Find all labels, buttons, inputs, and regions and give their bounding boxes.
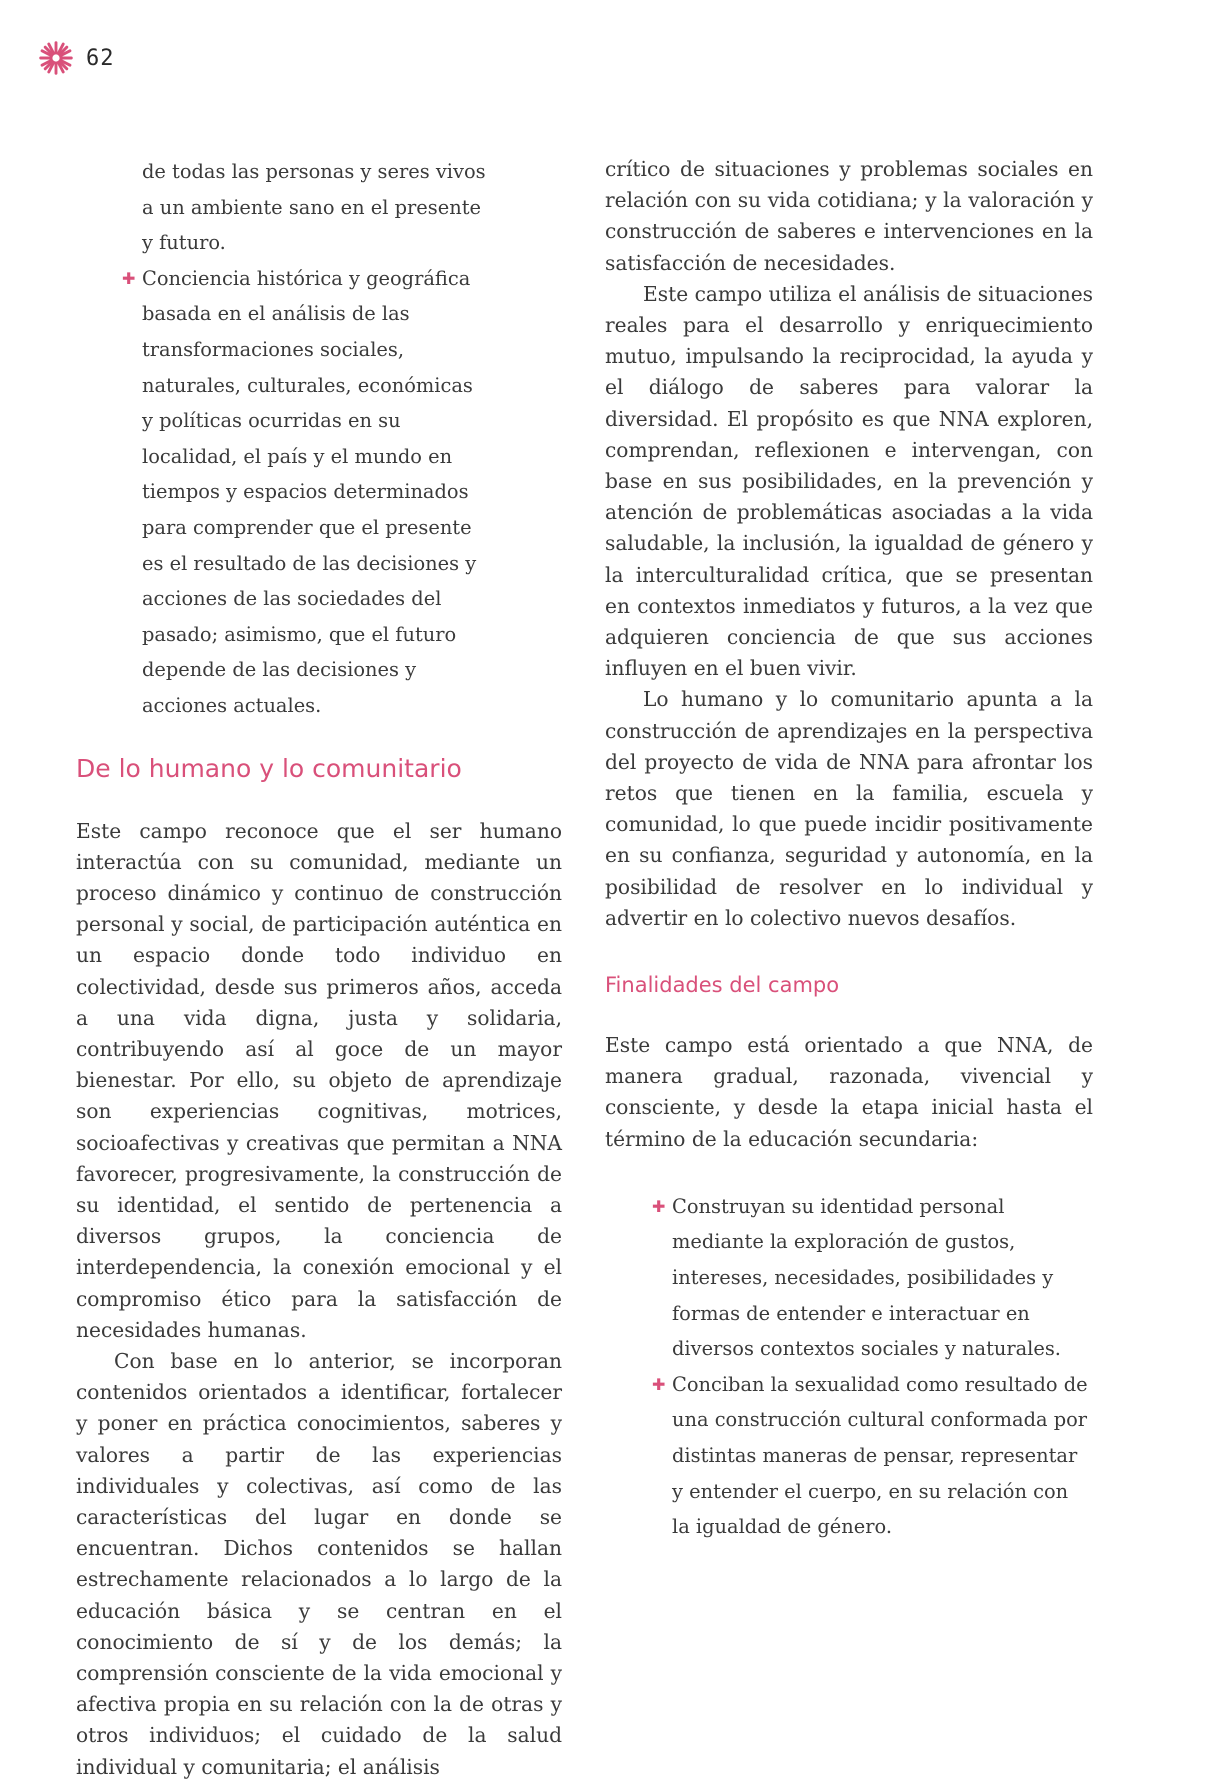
- section-heading: De lo humano y lo comunitario: [76, 753, 462, 783]
- subsection-heading: Finalidades del campo: [605, 973, 840, 998]
- right-column: [605, 154, 1093, 1545]
- page-number: 62: [86, 45, 115, 71]
- paragraph: Con base en lo anterior, se incorporan contenidos orientados a identificar, fortalecer y poner en práctica conocimientos, saberes y valores a partir de las experiencias individuales y colectivas, así como de las características del lugar en donde se encuentran. Dichos contenidos se hallan estrechamente relacionados a lo largo de la educación básica y se centran en el conocimiento de sí y de los demás; la comprensión consciente de la vida emocional y afectiva propia en su relación con la de otras y otros individuos; el cuidado de la salud individual y comunitaria; el análisis: [76, 1348, 562, 1779]
- bullet-cross-icon: ✚: [122, 268, 136, 288]
- bullet-cross-icon: ✚: [652, 1196, 666, 1216]
- page-header: [38, 40, 115, 76]
- bullet-text: Conciban la sexualidad como resultado de una construcción cultural conformada por distintas maneras de pensar, representar y entender el cuerpo, en su relación con la igualdad de género.: [672, 1372, 1088, 1539]
- paragraph: crítico de situaciones y problemas sociales en relación con su vida cotidiana; y la valoración y construcción de saberes e intervenciones en la satisfacción de necesidades.: [605, 157, 1093, 275]
- paragraph: Este campo está orientado a que NNA, de manera gradual, razonada, vivencial y consciente, y desde la etapa inicial hasta el término de la educación secundaria:: [605, 1033, 1093, 1151]
- paragraph: Este campo reconoce que el ser humano interactúa con su comunidad, mediante un proceso dinámico y continuo de construcción personal y social, de participación auténtica en un espacio donde todo individuo en colectividad, desde sus primeros años, acceda a una vida digna, justa y solidaria, contribuyendo así al goce de un mayor bienestar. Por ello, su objeto de aprendizaje son experiencias cognitivas, motrices, socioafectivas y creativas que permitan a NNA favorecer, progresivamente, la construcción de su identidad, el sentido de pertenencia a diversos grupos, la conciencia de interdependencia, la conexión emocional y el compromiso ético para la satisfacción de necesidades humanas.: [76, 818, 562, 1342]
- list-item: [76, 261, 487, 724]
- bullet-cross-icon: ✚: [652, 1374, 666, 1394]
- paragraph: Este campo utiliza el análisis de situaciones reales para el desarrollo y enriquecimiento mutuo, impulsando la reciprocidad, la ayuda y el diálogo de saberes para valorar la diversidad. El propósito es que NNA exploren, comprendan, reflexionen e intervengan, con base en sus posibilidades, en la prevención y atención de problemáticas asociadas a la vida saludable, la inclusión, la igualdad de género y la interculturalidad crítica, que se presentan en contextos inmediatos y futuros, a la vez que adquieren conciencia de que sus acciones influyen en el buen vivir.: [605, 281, 1093, 681]
- bullet-text: Conciencia histórica y geográfica basada en el análisis de las transformaciones sociales, naturales, culturales, económicas y políticas ocurridas en su localidad, el país y el mundo en tiempos y espacios determinados para comprender que el presente es el resultado de las decisiones y acciones de las sociedades del pasado; asimismo, que el futuro depende de las decisiones y acciones actuales.: [142, 266, 477, 717]
- left-column: [76, 154, 562, 1783]
- right-bullet-list: [605, 1189, 1093, 1545]
- pink-asterisk-icon: [38, 40, 74, 76]
- list-item: [605, 1367, 1092, 1545]
- bullet-continuation: de todas las personas y seres vivos a un ambiente sano en el presente y futuro.: [142, 160, 486, 255]
- paragraph: Lo humano y lo comunitario apunta a la construcción de aprendizajes en la perspectiva del proyecto de vida de NNA para afrontar los retos que tienen en la familia, escuela y comunidad, lo que puede incidir positivamente en su confianza, seguridad y autonomía, en la posibilidad de resolver en lo individual y advertir en lo colectivo nuevos desafíos.: [605, 687, 1093, 930]
- list-item: [605, 1189, 1092, 1367]
- left-bullet-list: [76, 154, 562, 724]
- bullet-text: Construyan su identidad personal mediante la exploración de gustos, intereses, necesidades, posibilidades y formas de entender e interactuar en diversos contextos sociales y naturales.: [672, 1194, 1061, 1361]
